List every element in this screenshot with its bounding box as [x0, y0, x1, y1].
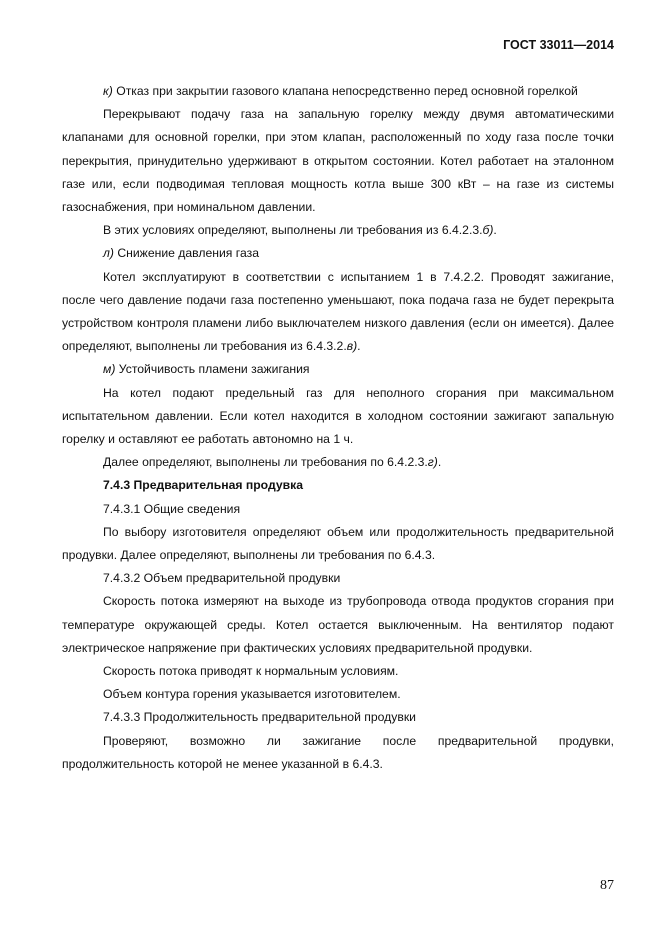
subsection-title-volume: 7.4.3.2 Объем предварительной продувки	[103, 571, 341, 586]
paragraph-l-text: Котел эксплуатируют в соответствии с испытанием 1 в 7.4.2.2. Проводят зажигание, после чего давление подачи газа постепенно уменьшают, пока подача газа не будет перекрыта устройством контроля пламени либо выключателем низкого давления (если он имеется). Далее определяют, выполнены ли требования из 6.4.3.2.в).	[62, 269, 614, 354]
paragraph-l: л) Снижение давления газа	[103, 246, 259, 261]
subsection-text-contour: Объем контура горения указывается изготовителем.	[103, 687, 401, 702]
paragraph-k: к) Отказ при закрытии газового клапана непосредственно перед основной горелкой	[103, 84, 578, 98]
section-heading: 7.4.3 Предварительная продувка	[103, 478, 303, 493]
paragraph-k-text: Перекрывают подачу газа на запальную горелку между двумя автоматическими клапанами для основной горелки, при этом клапан, расположенный по ходу газа после точки перекрытия, принудительно удерживают в открытом состоянии. Котел работает на эталонном газе или, если подводимая тепловая мощность котла выше 300 кВт – на газе из системы газоснабжения, при номинальном давлении.	[62, 107, 614, 215]
subsection-text-volume: Скорость потока измеряют на выходе из трубопровода отвода продуктов сгорания при температуре окружающей среды. Котел остается выключенным. На вентилятор подают электрическое напряжение при фактических условиях предварительной продувки.	[62, 594, 614, 655]
page-number: 87	[600, 878, 614, 893]
paragraph-k-conclusion: В этих условиях определяют, выполнены ли требования из 6.4.2.3.б).	[103, 223, 497, 238]
subsection-text-flow: Скорость потока приводят к нормальным условиям.	[103, 664, 399, 679]
page-body	[62, 80, 614, 776]
document-code: ГОСТ 33011—2014	[503, 38, 614, 52]
subsection-title-duration: 7.4.3.3 Продолжительность предварительной продувки	[103, 710, 416, 725]
subsection-text-duration: Проверяют, возможно ли зажигание после предварительной продувки, продолжительность которой не менее указанной в 6.4.3.	[62, 733, 614, 771]
paragraph-m: м) Устойчивость пламени зажигания	[103, 362, 310, 377]
paragraph-m-conclusion: Далее определяют, выполнены ли требования по 6.4.2.3.г).	[103, 455, 442, 470]
paragraph-m-text: На котел подают предельный газ для неполного сгорания при максимальном испытательном давлении. Если котел находится в холодном состоянии зажигают запальную горелку и оставляют ее работать автономно на 1 ч.	[62, 385, 614, 447]
subsection-text-general: По выбору изготовителя определяют объем или продолжительность предварительной продувки. Далее определяют, выполнены ли требования по 6.4.3.	[62, 524, 614, 563]
subsection-title-general: 7.4.3.1 Общие сведения	[103, 501, 241, 516]
